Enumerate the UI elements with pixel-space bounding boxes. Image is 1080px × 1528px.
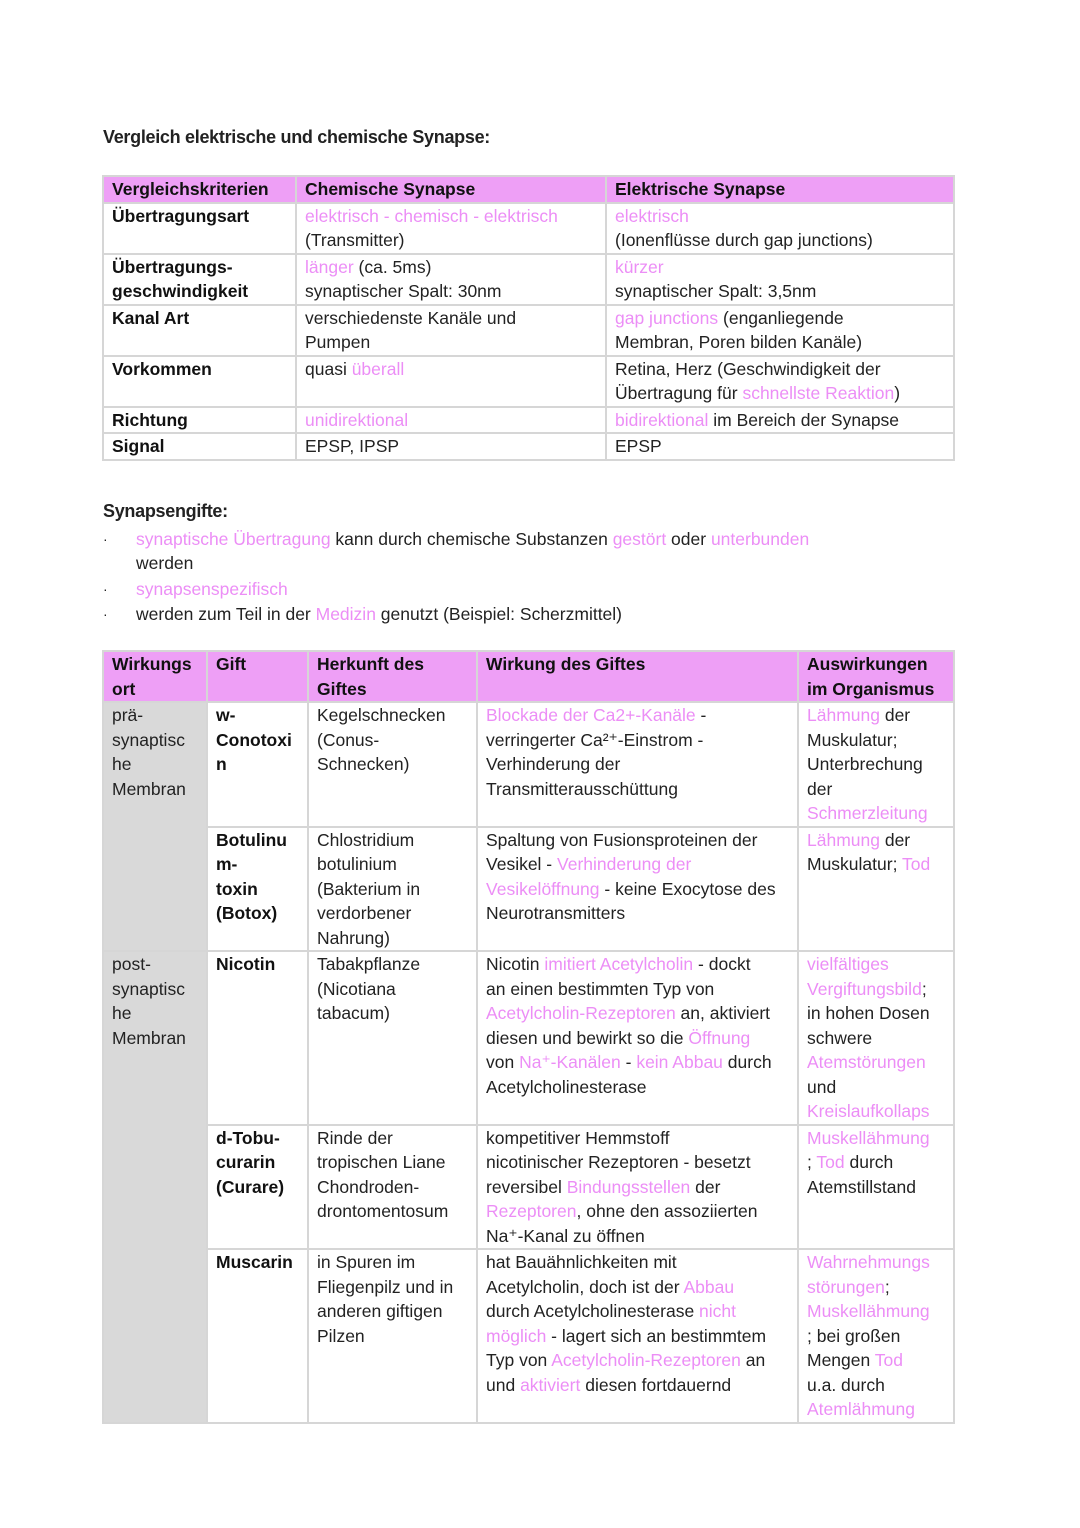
highlight-term: Öffnung [688,1027,751,1048]
criterion-cell: Vorkommen [103,356,296,407]
chemical-cell: länger (ca. 5ms) synaptischer Spalt: 30nm [296,254,606,305]
highlight-term: aktiviert [520,1374,581,1395]
chemical-cell: quasi überall [296,356,606,407]
comparison-header-criteria: Vergleichskriterien [103,176,296,203]
header-effect: Wirkung des Giftes [477,651,798,702]
highlight-term: Atemlähmung [807,1399,915,1419]
bullet-dot: · [103,531,108,547]
highlight-term: Muskellähmung [807,1127,930,1148]
criterion-cell: Übertragungs- geschwindigkeit [103,254,296,305]
highlight-term: Wahrnehmungs störungen [807,1252,930,1297]
chemical-cell: elektrisch - chemisch - elektrisch (Transmitter) [296,203,606,254]
electrical-cell: gap junctions (enganliegende Membran, Poren bilden Kanäle) [606,305,954,356]
highlight-term: Verhinderung der Vesikelöffnung [486,854,692,899]
highlight-term: elektrisch [615,205,689,226]
header-poison: Gift [207,651,308,702]
electrical-cell: bidirektional im Bereich der Synapse [606,407,954,434]
electrical-cell: Retina, Herz (Geschwindigkeit der Übertragung für schnellste Reaktion) [606,356,954,407]
electrical-cell: elektrisch (Ionenflüsse durch gap junctions) [606,203,954,254]
bullet-item [103,527,863,575]
criterion-cell: Übertragungsart [103,203,296,254]
origin-cell: in Spuren im Fliegenpilz und in anderen giftigen Pilzen [308,1249,477,1423]
chemical-cell: verschiedenste Kanäle und Pumpen [296,305,606,356]
highlight-term: Medizin [315,604,376,624]
header-impact: Auswirkungen im Organismus [798,651,954,702]
origin-cell: Rinde der tropischen Liane Chondroden- drontomentosum [308,1125,477,1250]
chemical-cell: EPSP, IPSP [296,433,606,460]
highlight-term: imitiert Acetylcholin [544,954,694,974]
poison-name: Nicotin [207,951,308,1125]
highlight-term: unterbunden [710,529,810,549]
impact-cell: Muskellähmung ; Tod durch Atemstillstand [798,1125,954,1250]
highlight-term: Tod [902,854,931,874]
criterion-cell: Richtung [103,407,296,434]
comparison-header-chemical: Chemische Synapse [296,176,606,203]
site-cell: prä- synaptisc he Membran [103,702,207,951]
comparison-table [102,175,955,461]
site-cell: post- synaptisc he Membran [103,951,207,1423]
bullet-text [136,577,863,601]
comparison-header-electrical: Elektrische Synapse [606,176,954,203]
poison-name: w- Conotoxi n [207,702,308,827]
highlight-term: Tod [874,1350,904,1370]
poison-row [103,1125,954,1250]
highlight-term: länger [305,256,354,277]
poison-name: Muscarin [207,1249,308,1423]
highlight-term: bidirektional [615,409,709,430]
header-origin: Herkunft des Giftes [308,651,477,702]
highlight-term: Blockade der Ca2+-Kanäle [486,705,696,725]
bullet-text: werden zum Teil in der Medizin genutzt (Beispiel: Scherzmittel) [136,604,623,624]
highlight-term: Acetylcholin-Rezeptoren [486,1003,676,1023]
highlight-term: schnellste Reaktion [742,383,895,403]
poisons-table [102,650,955,1424]
criterion-cell: Kanal Art [103,305,296,356]
highlight-term: elektrisch - chemisch - elektrisch [305,205,558,226]
poison-name: Botulinu m- toxin (Botox) [207,827,308,952]
highlight-term: Na⁺-Kanälen [519,1052,621,1072]
bullet-item [103,577,863,601]
highlight-term: Muskellähmung [807,1301,930,1321]
effect-cell: Blockade der Ca2+-Kanäle - verringerter Ca²⁺-Einstrom - Verhinderung der Transmitterausschüttung [477,702,798,827]
impact-cell: Wahrnehmungs störungen; Muskellähmung ; bei großen Mengen Tod u.a. durch Atemlähmung [798,1249,954,1423]
bullet-item [103,602,863,626]
highlight-term: kürzer [615,256,664,277]
poison-row [103,827,954,952]
poison-row [103,702,954,827]
highlight-term: gap junctions [615,307,719,328]
criterion-cell: Signal [103,433,296,460]
effect-cell: Spaltung von Fusionsproteinen der Vesikel - Verhinderung der Vesikelöffnung - keine Exocytose des Neurotransmitters [477,827,798,952]
highlight-term: Rezeptoren [486,1201,577,1221]
highlight-term: unidirektional [305,409,409,430]
highlight-term: Schmerzleitung [807,803,928,823]
comparison-row [103,254,954,305]
highlight-term: synaptische Übertragung [136,529,331,549]
highlight-term: Bindungsstellen [566,1176,691,1197]
origin-cell: Tabakpflanze (Nicotiana tabacum) [308,951,477,1125]
highlight-term: vielfältiges Vergiftungsbild [807,954,922,999]
highlight-term: Atemstörungen [807,1052,926,1072]
highlight-term: Tod [816,1152,845,1172]
effect-cell: kompetitiver Hemmstoff nicotinischer Rezeptoren - besetzt reversibel Bindungsstellen der Rezeptoren, ohne den assoziierten Na⁺-Kanal zu öffnen [477,1125,798,1250]
chemical-cell [296,407,606,434]
comparison-row [103,407,954,434]
comparison-row [103,305,954,356]
poison-name: d-Tobu- curarin (Curare) [207,1125,308,1250]
poison-row [103,951,954,1125]
effect-cell: hat Bauähnlichkeiten mit Acetylcholin, doch ist der Abbau durch Acetylcholinesterase nicht möglich - lagert sich an bestimmtem Typ von Acetylcholin-Rezeptoren an und aktiviert diesen fortdauernd [477,1249,798,1423]
highlight-term: Lähmung [807,705,880,725]
highlight-term: überall [351,358,405,379]
origin-cell: Chlostridium botulinium (Bakterium in verdorbener Nahrung) [308,827,477,952]
electrical-cell: EPSP [606,433,954,460]
poisons-header-row [103,651,954,702]
impact-cell: Lähmung der Muskulatur; Tod [798,827,954,952]
comparison-row [103,433,954,460]
highlight-term: Lähmung [807,829,880,850]
origin-cell: Kegelschnecken (Conus- Schnecken) [308,702,477,827]
comparison-row [103,203,954,254]
comparison-row [103,356,954,407]
highlight-term: kein Abbau [636,1052,723,1072]
impact-cell: vielfältiges Vergiftungsbild; in hohen Dosen schwere Atemstörungen und Kreislaufkollaps [798,951,954,1125]
highlight-term: Abbau [683,1276,735,1297]
electrical-cell: kürzer synaptischer Spalt: 3,5nm [606,254,954,305]
bullet-text: synaptische Übertragung kann durch chemische Substanzen gestört oder unterbunden werden [136,529,810,573]
bullet-dot: · [103,606,108,622]
impact-cell: Lähmung der Muskulatur; Unterbrechung der Schmerzleitung [798,702,954,827]
bullet-dot: · [103,581,108,597]
highlight-term: Kreislaufkollaps [807,1101,930,1121]
poisons-title: Synapsengifte: [103,501,228,521]
comparison-header-row [103,176,954,203]
highlight-term: synapsenspezifisch [136,579,288,599]
highlight-term: nicht möglich [486,1301,737,1346]
highlight-term: Acetylcholin-Rezeptoren [551,1350,741,1370]
effect-cell: Nicotin imitiert Acetylcholin - dockt an einen bestimmten Typ von Acetylcholin-Rezeptoren an, aktiviert diesen und bewirkt so die Öffnung von Na⁺-Kanälen - kein Abbau durch Acetylcholinesterase [477,951,798,1125]
header-site: Wirkungs ort [103,651,207,702]
poison-row [103,1249,954,1423]
comparison-title: Vergleich elektrische und chemische Synapse: [103,127,490,147]
highlight-term: gestört [612,529,667,549]
